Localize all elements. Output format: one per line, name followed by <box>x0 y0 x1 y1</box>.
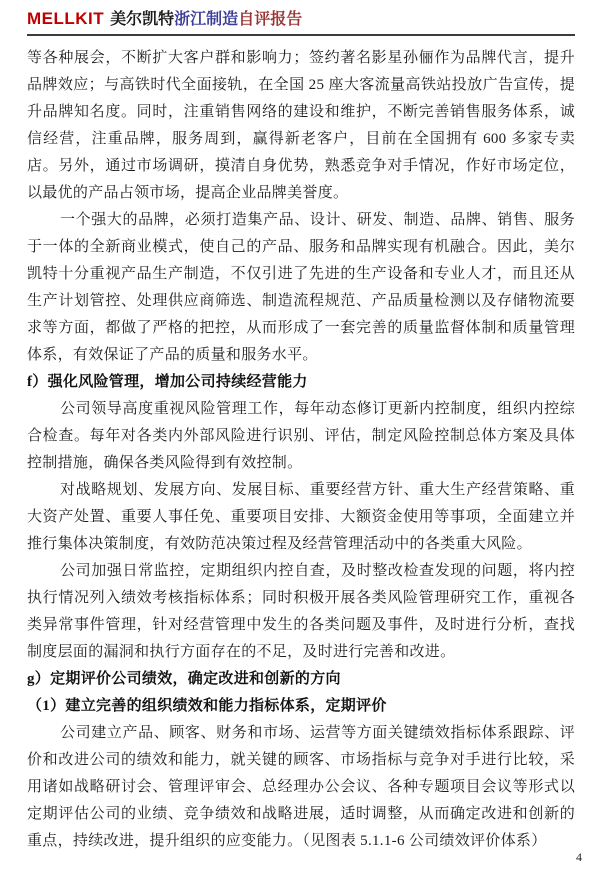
document-body <box>27 45 575 855</box>
page-number: 4 <box>576 850 582 864</box>
paragraph: 公司建立产品、顾客、财务和市场、运营等方面关键绩效指标体系跟踪、评价和改进公司的绩效和能力，就关键的顾客、市场指标与竞争对手进行比较，采用诸如战略研讨会、管理评审会、总经理办公会议、各种专题项目会议等形式以定期评估公司的业绩、竞争绩效和战略进展，适时调整，从而确定改进和创新的重点，持续改进，提升组织的应变能力。（见图表 5.1.1-6 公司绩效评价体系） <box>27 725 575 849</box>
document-header <box>27 6 575 36</box>
paragraph: 一个强大的品牌，必须打造集产品、设计、研发、制造、品牌、销售、服务于一体的全新商业模式，使自己的产品、服务和品牌实现有机融合。因此，美尔凯特十分重视产品生产制造，不仅引进了先进的生产设备和专业人才，而且还从生产计划管控、处理供应商筛选、制造流程规范、产品质量检测以及存储物流要求等方面，都做了严格的把控，从而形成了一套完善的质量监督体制和质量管理体系，有效保证了产品的质量和服务水平。 <box>27 212 575 363</box>
paragraph: 对战略规划、发展方向、发展目标、重要经营方针、重大生产经营策略、重大资产处置、重要人事任免、重要项目安排、大额资金使用等事项，全面建立并推行集体决策制度，有效防范决策过程及经营管理活动中的各类重大风险。 <box>27 482 575 552</box>
brand-logo-text: MELLKIT <box>27 9 105 28</box>
paragraph: 公司领导高度重视风险管理工作，每年动态修订更新内控制度，组织内控综合检查。每年对各类内外部风险进行识别、评估，制定风险控制总体方案及具体控制措施，确保各类风险得到有效控制。 <box>27 401 575 471</box>
section-heading: g）定期评价公司绩效，确定改进和创新的方向 <box>27 671 341 687</box>
document-page <box>27 6 575 855</box>
section-heading: f）强化风险管理，增加公司持续经营能力 <box>27 374 308 390</box>
report-title-part-blue: 浙江制造 <box>174 11 239 28</box>
report-title-part-red: 自评报告 <box>238 11 303 28</box>
section-heading: （1）建立完善的组织绩效和能力指标体系，定期评价 <box>27 698 387 714</box>
paragraph: 公司加强日常监控，定期组织内控自查，及时整改检查发现的问题，将内控执行情况列入绩效考核指标体系；同时积极开展各类风险管理研究工作，重视各类异常事件管理，针对经营管理中发生的各类问题及事件，及时进行分析，查找制度层面的漏洞和执行方面存在的不足，及时进行完善和改进。 <box>27 563 575 660</box>
brand-name-chinese: 美尔凯特 <box>110 11 175 28</box>
paragraph: 等各种展会，不断扩大客户群和影响力；签约著名影星孙俪作为品牌代言，提升品牌效应；与高铁时代全面接轨，在全国 25 座大客流量高铁站投放广告宣传，提升品牌知名度。同时，注重销售网络的建设和维护，不断完善销售服务体系，诚信经营，注重品牌，服务周到，赢得新老客户，目前在全国拥有 600 多家专卖店。另外，通过市场调研，摸清自身优势，熟悉竞争对手情况，作好市场定位，以最优的产品占领市场，提高企业品牌美誉度。 <box>27 50 575 201</box>
